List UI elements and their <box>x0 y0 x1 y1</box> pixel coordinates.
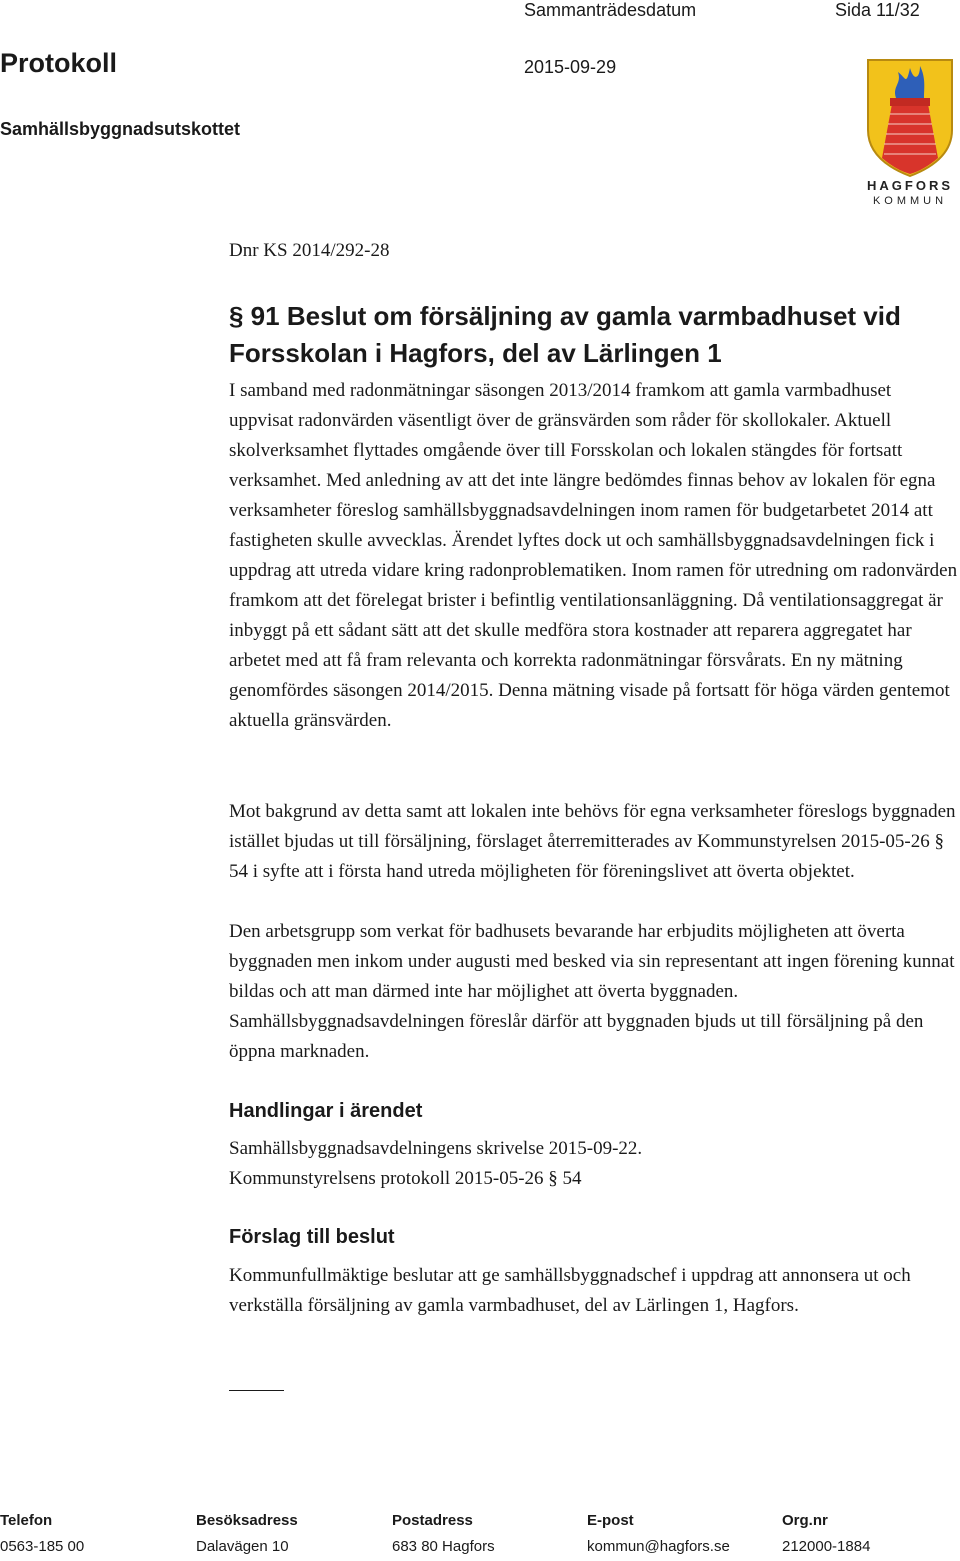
body-paragraph-2: Mot bakgrund av detta samt att lokalen inte behövs för egna verksamheter föreslogs byggnaden istället bjudas ut till försäljning, förslaget återremitterades av Kommunstyrelsen 2015-05-26 § 54 i syfte att i första hand utreda möjligheten för föreningslivet att överta objektet. <box>229 801 956 882</box>
committee-name: Samhällsbyggnadsutskottet <box>0 119 241 139</box>
body-paragraph-3: Den arbetsgrupp som verkat för badhusets bevarande har erbjudits möjligheten att överta byggnaden men inkom under augusti med besked via sin representant att ingen förening kunnat bildas och att man därmed inte har möjlighet att överta byggnaden. Samhällsbyggnadsavdelningen föreslår därför att byggnaden bjuds ut till försäljning på den öppna marknaden. <box>229 921 955 1062</box>
footer-post-label: Postadress <box>392 1512 473 1529</box>
body-paragraph-1: I samband med radonmätningar säsongen 2013/2014 framkom att gamla varmbadhuset uppvisat radonvärden väsentligt över de gränsvärden som råder för skollokaler. Aktuell skolverksamhet flyttades omgående över till Forsskolan och lokalen stängdes för fortsatt verksamhet. Med anledning av att det inte längre bedömdes finnas behov av lokalen för egna verksamheter föreslog samhällsbyggnadsavdelningen inom ramen för budgetarbetet 2014 att fastigheten skulle avvecklas. Ärendet lyftes dock ut och samhällsbyggnadsavdelningen fick i uppdrag att utreda vidare kring radonproblematiken. Inom ramen för utredning om radonvärden framkom att det förelegat brister i befintlig ventilationsanläggning. Då ventilationsaggregat är inbyggt på ett sådant sätt att det skulle medföra stora kostnader att reparera aggregatet har arbetet med att få fram relevanta och korrekta radonmätningar försvårats. En ny mätning genomfördes säsongen 2014/2015. Denna mätning visade på fortsatt för höga värden gentemot aktuella gränsvärden. <box>229 380 958 731</box>
end-rule <box>229 1390 284 1391</box>
meeting-date: 2015-09-29 <box>524 57 617 77</box>
logo-line2: KOMMUN <box>872 195 948 207</box>
footer-email[interactable]: kommun@hagfors.se <box>587 1538 730 1555</box>
proposal-heading: Förslag till beslut <box>229 1226 395 1248</box>
page-number: Sida 11/32 <box>835 0 920 20</box>
proposal-text: Kommunfullmäktige beslutar att ge samhällsbyggnadschef i uppdrag att annonsera ut och verkställa försäljning av gamla varmbadhuset, del av Lärlingen 1, Hagfors. <box>229 1265 911 1316</box>
case-number: Dnr KS 2014/292-28 <box>229 240 390 261</box>
footer-post-address: 683 80 Hagfors <box>392 1538 495 1555</box>
meeting-date-label: Sammanträdesdatum <box>524 0 697 20</box>
hagfors-kommun-logo <box>860 58 960 208</box>
footer-visit-label: Besöksadress <box>196 1512 298 1529</box>
footer-orgnr: 212000-1884 <box>782 1538 871 1555</box>
documents-heading: Handlingar i ärendet <box>229 1100 423 1122</box>
footer-orgnr-label: Org.nr <box>782 1512 828 1529</box>
document-item: Samhällsbyggnadsavdelningens skrivelse 2015-09-22. <box>229 1138 643 1159</box>
footer-phone-label: Telefon <box>0 1512 53 1529</box>
footer-visit-address: Dalavägen 10 <box>196 1538 289 1555</box>
case-heading: § 91 Beslut om försäljning av gamla varmbadhuset vid Forsskolan i Hagfors, del av Lärlingen 1 <box>229 301 901 368</box>
document-item: Kommunstyrelsens protokoll 2015-05-26 § 54 <box>229 1168 582 1189</box>
logo-line1: HAGFORS <box>867 178 953 193</box>
document-title: Protokoll <box>0 48 118 78</box>
footer-email-label: E-post <box>587 1512 634 1529</box>
footer-phone: 0563-185 00 <box>0 1538 85 1555</box>
